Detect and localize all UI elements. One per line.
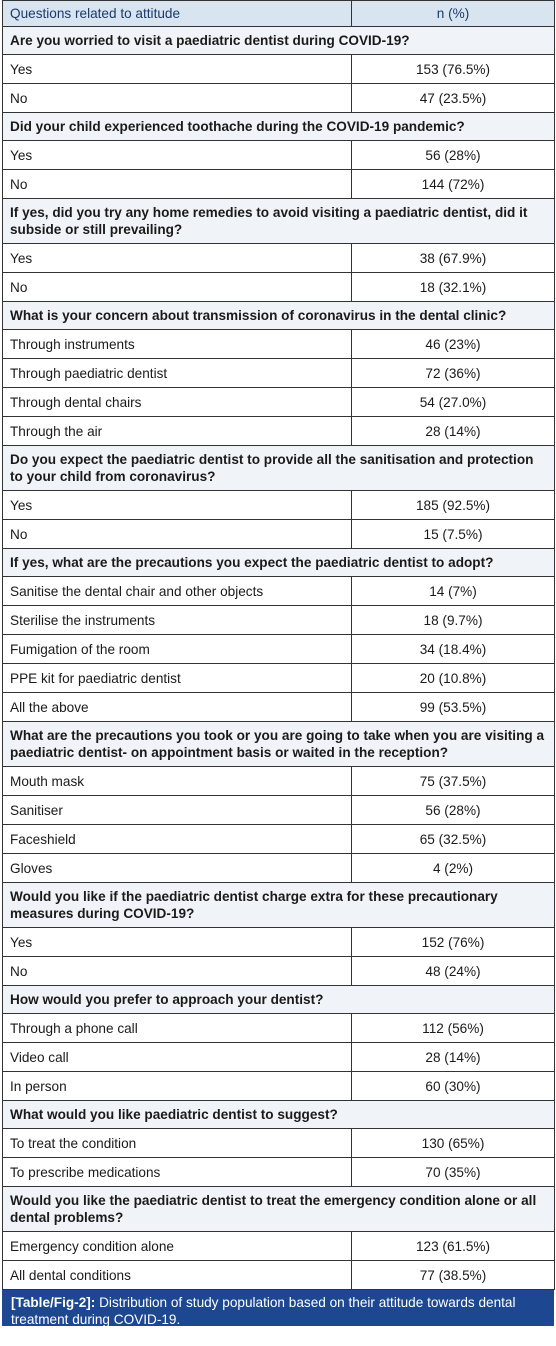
answer-label: Gloves	[3, 854, 352, 883]
answer-value: 14 (7%)	[352, 577, 555, 606]
answer-row	[3, 1043, 555, 1072]
answer-label: Yes	[3, 141, 352, 170]
answer-label: Through instruments	[3, 330, 352, 359]
answer-value: 38 (67.9%)	[352, 244, 555, 273]
answer-value: 56 (28%)	[352, 141, 555, 170]
question-row	[3, 199, 555, 244]
answer-label: No	[3, 84, 352, 113]
answer-value: 144 (72%)	[352, 170, 555, 199]
question-text: If yes, did you try any home remedies to avoid visiting a paediatric dentist, did it subside or still prevailing?	[3, 199, 555, 244]
answer-value: 152 (76%)	[352, 928, 555, 957]
answer-value: 34 (18.4%)	[352, 635, 555, 664]
answer-label: Through the air	[3, 417, 352, 446]
question-text: If yes, what are the precautions you expect the paediatric dentist to adopt?	[3, 549, 555, 577]
answer-row	[3, 244, 555, 273]
answer-label: Yes	[3, 928, 352, 957]
attitude-table	[2, 0, 555, 1290]
answer-row	[3, 1014, 555, 1043]
answer-row	[3, 84, 555, 113]
answer-row	[3, 693, 555, 722]
answer-row	[3, 55, 555, 84]
answer-label: In person	[3, 1072, 352, 1101]
caption-label: [Table/Fig-2]:	[11, 1295, 96, 1310]
question-text: What would you like paediatric dentist to suggest?	[3, 1101, 555, 1129]
answer-label: No	[3, 520, 352, 549]
answer-label: To prescribe medications	[3, 1158, 352, 1187]
answer-row	[3, 1072, 555, 1101]
answer-value: 112 (56%)	[352, 1014, 555, 1043]
answer-row	[3, 796, 555, 825]
question-text: What is your concern about transmission of coronavirus in the dental clinic?	[3, 302, 555, 330]
answer-row	[3, 854, 555, 883]
answer-row	[3, 388, 555, 417]
answer-value: 185 (92.5%)	[352, 491, 555, 520]
answer-label: Through paediatric dentist	[3, 359, 352, 388]
answer-row	[3, 359, 555, 388]
answer-label: All dental conditions	[3, 1261, 352, 1290]
answer-label: To treat the condition	[3, 1129, 352, 1158]
answer-row	[3, 491, 555, 520]
question-text: Are you worried to visit a paediatric dentist during COVID-19?	[3, 27, 555, 55]
answer-row	[3, 417, 555, 446]
answer-label: No	[3, 273, 352, 302]
caption-text: Distribution of study population based on their attitude towards dental treatment during COVID-19.	[11, 1295, 516, 1327]
question-row	[3, 1187, 555, 1232]
answer-value: 75 (37.5%)	[352, 767, 555, 796]
answer-row	[3, 928, 555, 957]
answer-value: 123 (61.5%)	[352, 1232, 555, 1261]
answer-value: 47 (23.5%)	[352, 84, 555, 113]
question-text: Do you expect the paediatric dentist to provide all the sanitisation and protection to your child from coronavirus?	[3, 446, 555, 491]
answer-label: Sanitise the dental chair and other objects	[3, 577, 352, 606]
answer-label: No	[3, 957, 352, 986]
question-row	[3, 302, 555, 330]
answer-value: 46 (23%)	[352, 330, 555, 359]
answer-value: 18 (9.7%)	[352, 606, 555, 635]
question-row	[3, 722, 555, 767]
answer-row	[3, 330, 555, 359]
header-n-percent: n (%)	[352, 1, 555, 27]
answer-label: Sterilise the instruments	[3, 606, 352, 635]
question-row	[3, 549, 555, 577]
answer-row	[3, 635, 555, 664]
answer-row	[3, 577, 555, 606]
answer-row	[3, 170, 555, 199]
answer-label: All the above	[3, 693, 352, 722]
answer-row	[3, 1261, 555, 1290]
answer-label: No	[3, 170, 352, 199]
header-questions: Questions related to attitude	[3, 1, 352, 27]
answer-label: Yes	[3, 55, 352, 84]
question-row	[3, 27, 555, 55]
answer-label: PPE kit for paediatric dentist	[3, 664, 352, 693]
table-caption	[2, 1290, 554, 1326]
answer-label: Through dental chairs	[3, 388, 352, 417]
answer-label: Mouth mask	[3, 767, 352, 796]
answer-value: 72 (36%)	[352, 359, 555, 388]
answer-label: Yes	[3, 491, 352, 520]
answer-value: 60 (30%)	[352, 1072, 555, 1101]
answer-row	[3, 273, 555, 302]
answer-row	[3, 606, 555, 635]
question-text: Would you like if the paediatric dentist charge extra for these precautionary measures during COVID-19?	[3, 883, 555, 928]
question-text: Would you like the paediatric dentist to treat the emergency condition alone or all dental problems?	[3, 1187, 555, 1232]
answer-label: Video call	[3, 1043, 352, 1072]
answer-value: 48 (24%)	[352, 957, 555, 986]
answer-label: Fumigation of the room	[3, 635, 352, 664]
answer-row	[3, 520, 555, 549]
answer-value: 153 (76.5%)	[352, 55, 555, 84]
answer-value: 28 (14%)	[352, 1043, 555, 1072]
answer-row	[3, 664, 555, 693]
question-text: Did your child experienced toothache during the COVID-19 pandemic?	[3, 113, 555, 141]
question-row	[3, 446, 555, 491]
answer-label: Yes	[3, 244, 352, 273]
question-row	[3, 883, 555, 928]
answer-value: 65 (32.5%)	[352, 825, 555, 854]
table-header-row	[3, 1, 555, 27]
answer-label: Emergency condition alone	[3, 1232, 352, 1261]
answer-row	[3, 141, 555, 170]
answer-value: 77 (38.5%)	[352, 1261, 555, 1290]
answer-row	[3, 825, 555, 854]
answer-row	[3, 767, 555, 796]
answer-value: 99 (53.5%)	[352, 693, 555, 722]
answer-row	[3, 1158, 555, 1187]
answer-value: 56 (28%)	[352, 796, 555, 825]
answer-value: 15 (7.5%)	[352, 520, 555, 549]
question-text: How would you prefer to approach your dentist?	[3, 986, 555, 1014]
answer-value: 70 (35%)	[352, 1158, 555, 1187]
answer-label: Through a phone call	[3, 1014, 352, 1043]
answer-value: 4 (2%)	[352, 854, 555, 883]
answer-row	[3, 957, 555, 986]
answer-label: Faceshield	[3, 825, 352, 854]
question-row	[3, 1101, 555, 1129]
answer-label: Sanitiser	[3, 796, 352, 825]
table-figure	[2, 0, 554, 1326]
answer-row	[3, 1129, 555, 1158]
question-row	[3, 113, 555, 141]
question-row	[3, 986, 555, 1014]
answer-value: 28 (14%)	[352, 417, 555, 446]
answer-row	[3, 1232, 555, 1261]
answer-value: 20 (10.8%)	[352, 664, 555, 693]
answer-value: 130 (65%)	[352, 1129, 555, 1158]
answer-value: 54 (27.0%)	[352, 388, 555, 417]
question-text: What are the precautions you took or you are going to take when you are visiting a paediatric dentist- on appointment basis or waited in the reception?	[3, 722, 555, 767]
answer-value: 18 (32.1%)	[352, 273, 555, 302]
